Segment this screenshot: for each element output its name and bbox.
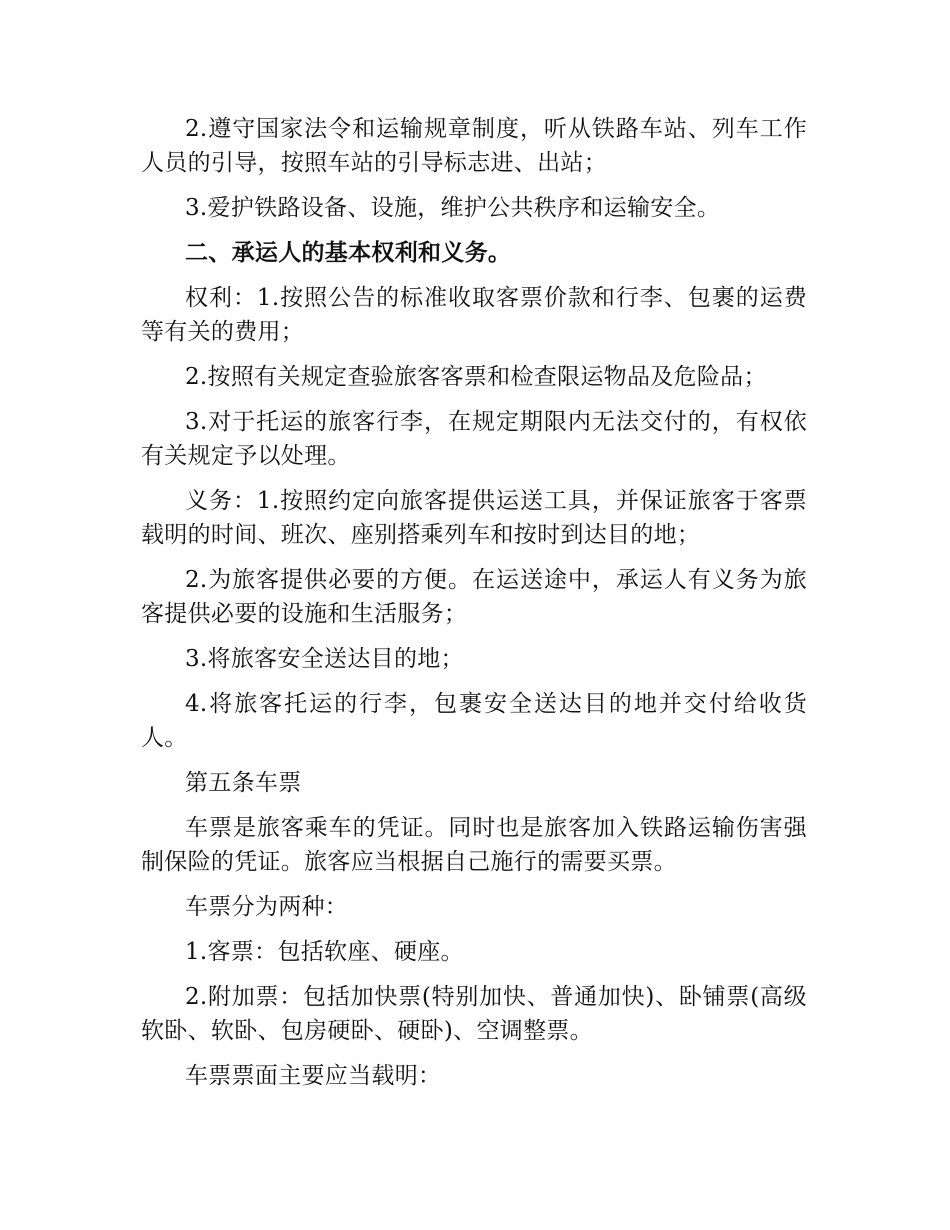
paragraph: 车票分为两种： (185, 894, 349, 920)
paragraph: 2.遵守国家法令和运输规章制度，听从铁路车站、列车工作人员的引导，按照车站的引导标志进、出站； (141, 116, 807, 176)
paragraph: 2.为旅客提供必要的方便。在运送途中，承运人有义务为旅客提供必要的设施和生活服务； (141, 567, 807, 627)
paragraph: 2.按照有关规定查验旅客客票和检查限运物品及危险品； (185, 364, 767, 390)
document-body (141, 112, 807, 1104)
paragraph: 3.对于托运的旅客行李，在规定期限内无法交付的，有权依有关规定予以处理。 (141, 409, 807, 469)
paragraph: 权利：1.按照公告的标准收取客票价款和行李、包裹的运费等有关的费用； (141, 285, 807, 345)
paragraph: 车票是旅客乘车的凭证。同时也是旅客加入铁路运输伤害强制保险的凭证。旅客应当根据自己施行的需要买票。 (141, 815, 807, 875)
section-heading: 二、承运人的基本权利和义务。 (185, 239, 512, 266)
paragraph: 车票票面主要应当载明： (185, 1063, 442, 1089)
article-title: 第五条车票 (185, 770, 302, 796)
paragraph: 2.附加票：包括加快票(特别加快、普通加快)、卧铺票(高级软卧、软卧、包房硬卧、硬卧)、空调整票。 (141, 984, 807, 1044)
paragraph: 3.将旅客安全送达目的地； (185, 646, 464, 672)
paragraph: 1.客票：包括软座、硬座。 (185, 939, 464, 965)
paragraph: 4.将旅客托运的行李，包裹安全送达目的地并交付给收货人。 (141, 691, 807, 751)
paragraph: 3.爱护铁路设备、设施，维护公共秩序和运输安全。 (185, 195, 721, 221)
paragraph: 义务：1.按照约定向旅客提供运送工具，并保证旅客于客票载明的时间、班次、座别搭乘列车和按时到达目的地； (141, 488, 807, 548)
